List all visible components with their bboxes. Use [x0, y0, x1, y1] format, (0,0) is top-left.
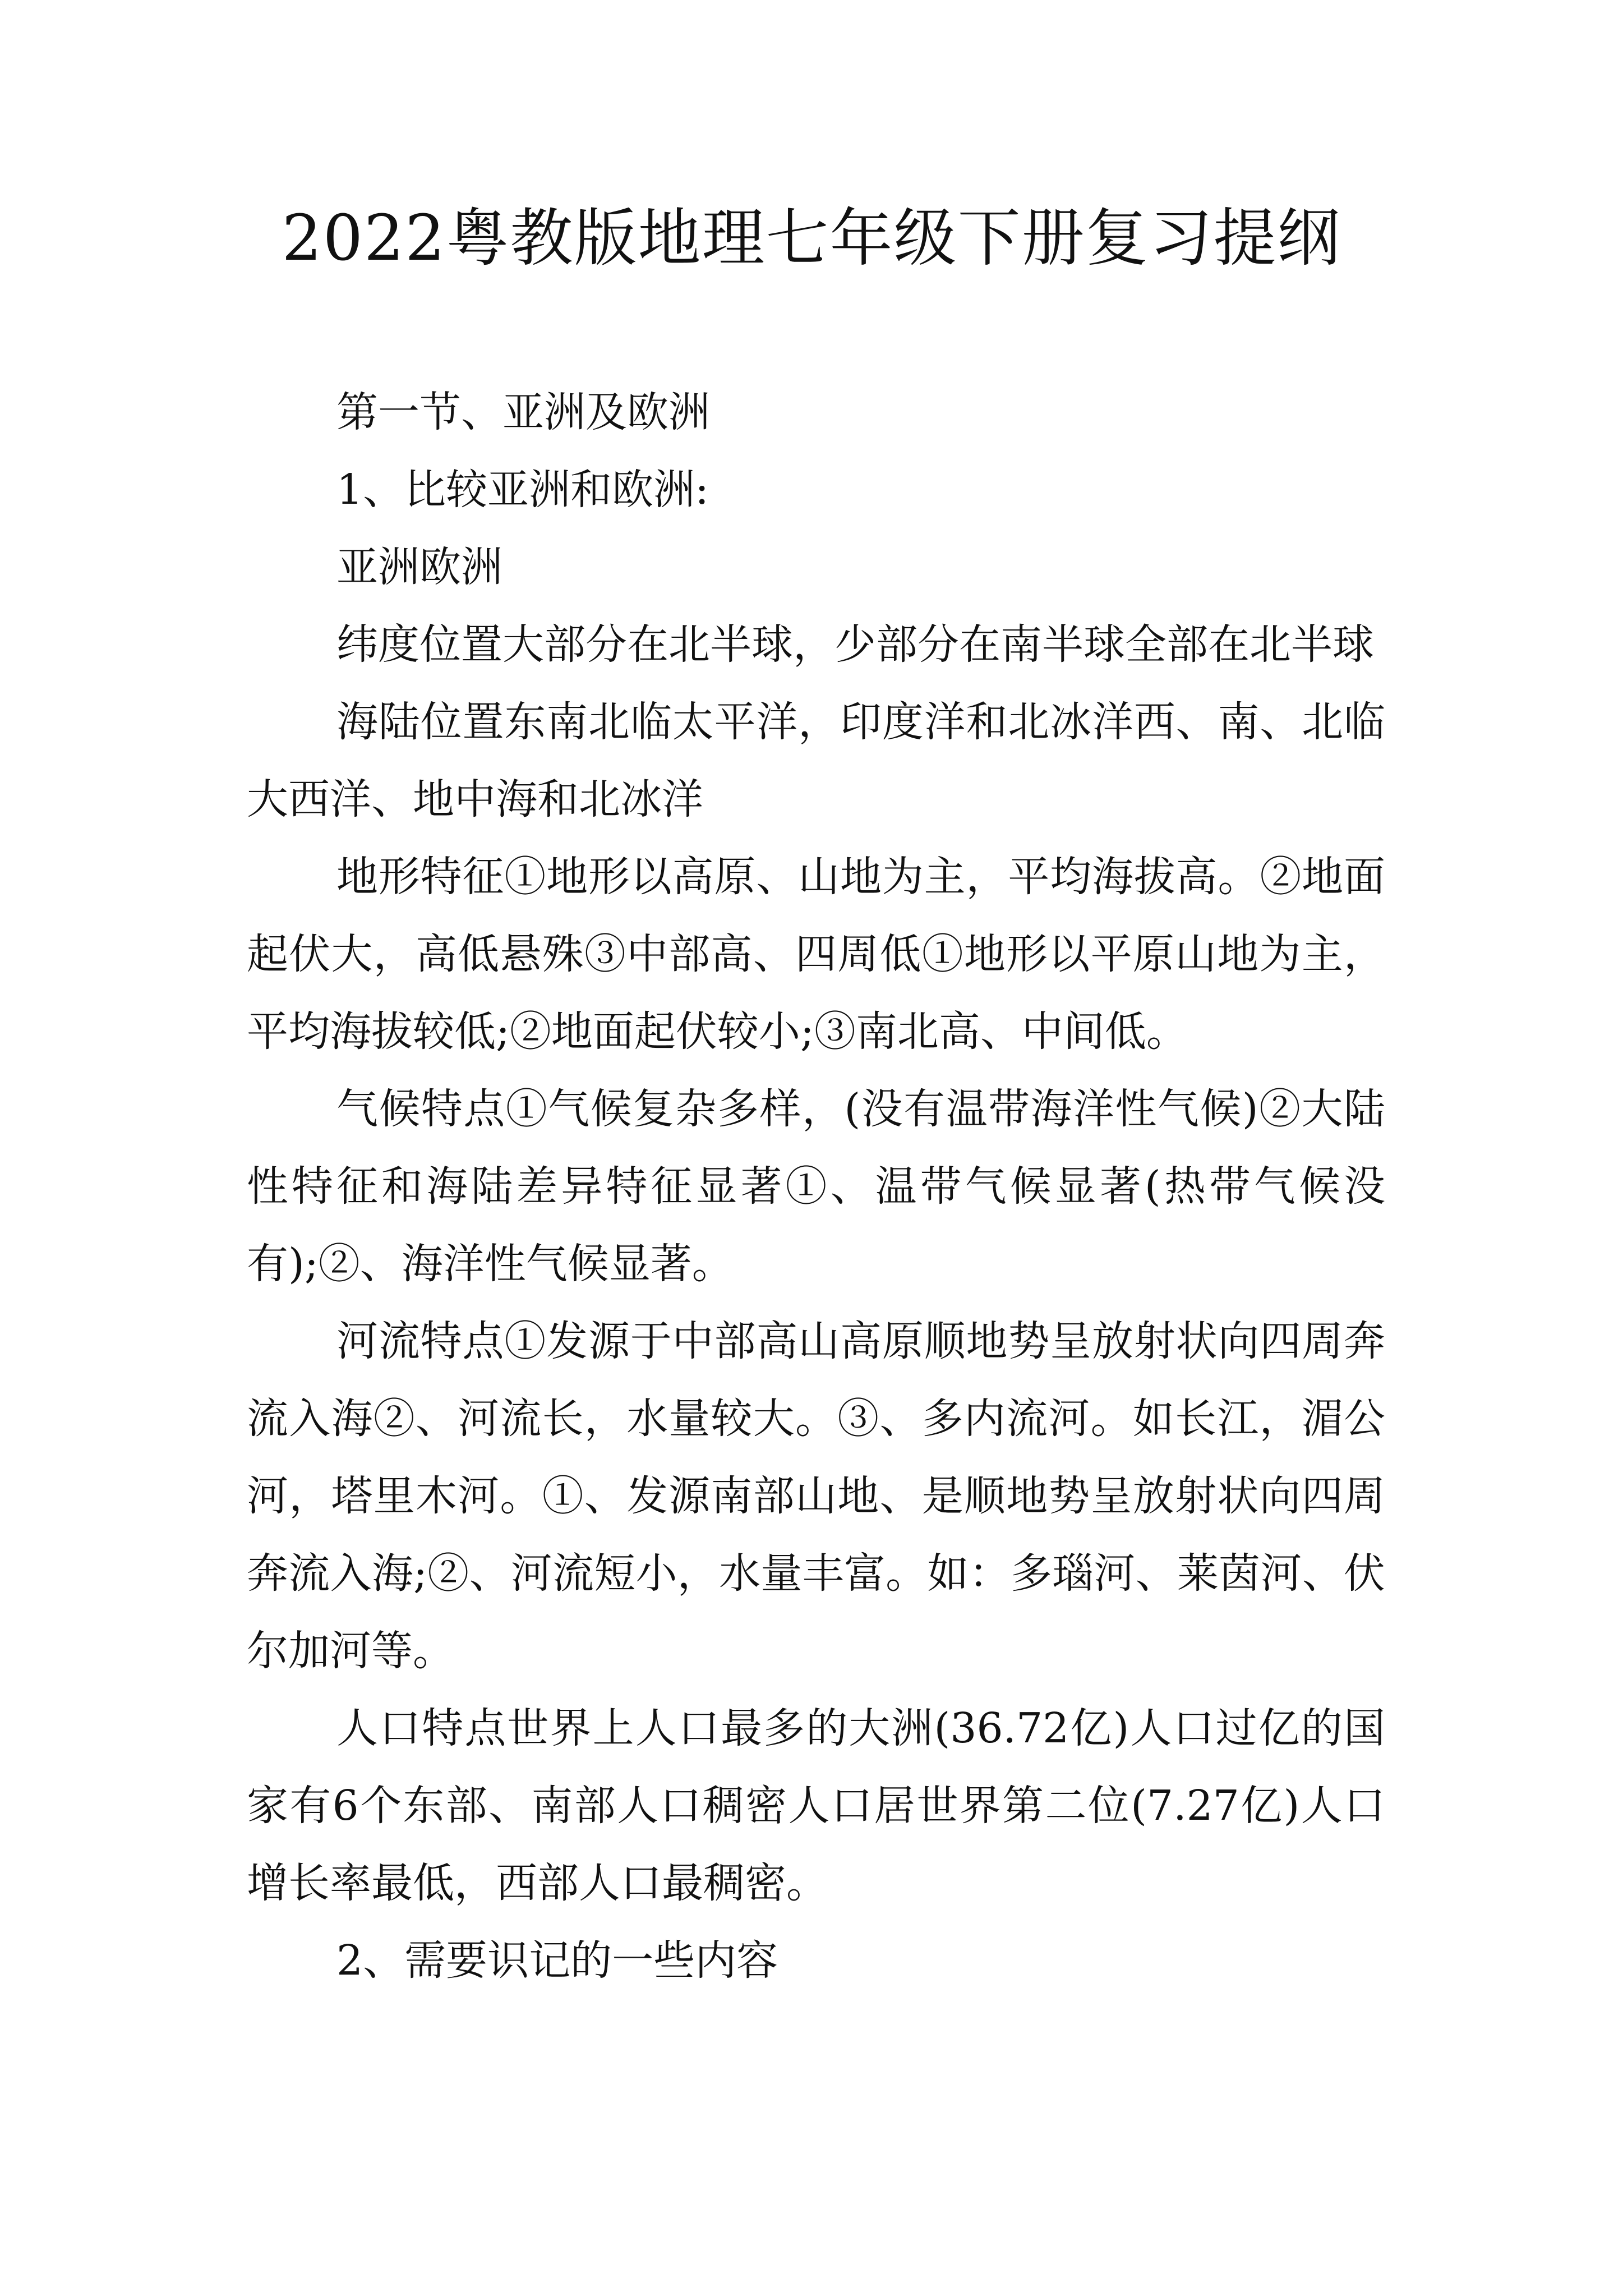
paragraph: 纬度位置大部分在北半球，少部分在南半球全部在北半球: [336, 620, 1374, 669]
paragraph: 1、比较亚洲和欧洲:: [336, 466, 709, 514]
document-body: [247, 374, 1385, 1999]
paragraph: 河流特点①发源于中部高山高原顺地势呈放射状向四周奔流入海②、河流长，水量较大。③、多内流河。如长江，湄公河，塔里木河。①、发源南部山地、是顺地势呈放射状向四周奔流入海;②、河流短小，水量丰富。如：多瑙河、莱茵河、伏尔加河等。: [247, 1317, 1385, 1675]
paragraph: 人口特点世界上人口最多的大洲(36.72亿)人口过亿的国家有6个东部、南部人口稠密人口居世界第二位(7.27亿)人口增长率最低，西部人口最稠密。: [247, 1704, 1385, 1907]
paragraph: 海陆位置东南北临太平洋，印度洋和北冰洋西、南、北临大西洋、地中海和北冰洋: [247, 698, 1385, 823]
paragraph: 亚洲欧洲: [336, 543, 502, 591]
paragraph: 地形特征①地形以高原、山地为主，平均海拔高。②地面起伏大，高低悬殊③中部高、四周低①地形以平原山地为主，平均海拔较低;②地面起伏较小;③南北高、中间低。: [247, 853, 1385, 1056]
paragraph: 2、需要识记的一些内容: [336, 1936, 778, 1985]
paragraph: 气候特点①气候复杂多样，(没有温带海洋性气候)②大陆性特征和海陆差异特征显著①、温带气候显著(热带气候没有);②、海洋性气候显著。: [247, 1085, 1385, 1288]
section-heading: 第一节、亚洲及欧洲: [336, 388, 710, 436]
document-title: 2022粤教版地理七年级下册复习提纲: [282, 202, 1341, 275]
